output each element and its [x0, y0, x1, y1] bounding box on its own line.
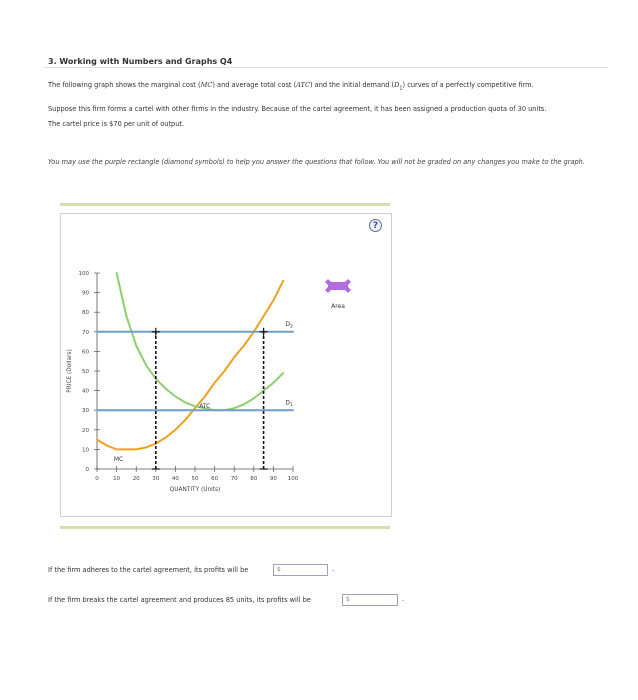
- area-tool-label: Area: [331, 303, 345, 310]
- intro-atc: ATC: [296, 81, 310, 89]
- y-tick-label: 40: [82, 388, 89, 395]
- question-title: 3. Working with Numbers and Graphs Q4: [48, 57, 233, 66]
- question-2-text: If the firm breaks the cartel agreement and produces 85 units, its profits will be: [48, 596, 311, 604]
- intro-text-1: The following graph shows the marginal cost (: [48, 81, 201, 89]
- curve-label-subscript: 2: [289, 324, 293, 330]
- intro-d1-sub: 1: [399, 85, 403, 92]
- graph-top-band: [60, 203, 390, 206]
- help-icon[interactable]: ?: [369, 219, 382, 232]
- x-tick-label: 90: [269, 476, 277, 482]
- intro-d1: D: [394, 81, 400, 89]
- setup-line-1: Suppose this firm forms a cartel with other firms in the industry. Because of the cartel agreement, it has been assigned a production quota of 30 units.: [48, 105, 547, 113]
- intro-mc: MC: [200, 81, 213, 89]
- y-tick-label: 100: [78, 271, 89, 277]
- x-tick-label: 10: [113, 476, 121, 482]
- graph-bottom-band: [60, 526, 390, 529]
- title-divider: [43, 67, 608, 68]
- intro-text-4: ) curves of a perfectly competitive firm.: [402, 81, 534, 89]
- q2-period: .: [402, 595, 405, 603]
- q1-period: .: [332, 565, 335, 573]
- curve-label-subscript: 1: [289, 402, 293, 408]
- intro-text-2: ) and average total cost (: [212, 81, 297, 89]
- y-tick-label: 10: [82, 447, 89, 454]
- curve-label: MC: [113, 456, 124, 464]
- y-tick-label: 90: [82, 290, 89, 297]
- x-axis-label: QUANTITY (Units): [169, 487, 221, 493]
- x-tick-label: 30: [152, 476, 160, 482]
- q2-profit-input[interactable]: $: [342, 594, 398, 606]
- q1-profit-input[interactable]: $: [273, 564, 328, 576]
- x-tick-label: 80: [250, 476, 258, 482]
- y-tick-label: 20: [82, 427, 89, 434]
- cost-curve-chart[interactable]: [61, 214, 391, 516]
- intro-paragraph: [48, 80, 608, 94]
- curve-label: $D_2$: [285, 320, 293, 330]
- x-tick-label: 100: [287, 476, 299, 482]
- y-tick-label: 60: [82, 349, 89, 356]
- graph-panel: [60, 213, 392, 517]
- instruction-note: You may use the purple rectangle (diamond symbols) to help you answer the questions that follow. You will not be graded on any changes you make to the graph.: [48, 158, 585, 166]
- y-axis-label: PRICE (Dollars): [67, 349, 73, 393]
- area-tool-rect: [328, 282, 348, 290]
- x-tick-label: 50: [191, 476, 199, 482]
- y-tick-label: 80: [82, 310, 89, 317]
- x-tick-label: 40: [171, 476, 179, 482]
- intro-text-3: ) and the initial demand (: [310, 81, 395, 89]
- x-tick-label: 70: [230, 476, 238, 482]
- area-tool-icon[interactable]: [325, 279, 351, 293]
- x-tick-label: 0: [95, 476, 99, 482]
- x-tick-label: 60: [211, 476, 219, 482]
- y-tick-label: 50: [82, 369, 89, 375]
- y-tick-label: 0: [85, 467, 89, 473]
- series-atc-curve[interactable]: [117, 273, 284, 410]
- question-1-text: If the firm adheres to the cartel agreement, its profits will be: [48, 566, 249, 574]
- curve-label: $D_1$: [285, 399, 293, 408]
- y-tick-label: 70: [82, 329, 89, 336]
- setup-line-2: The cartel price is $70 per unit of output.: [48, 120, 185, 128]
- curve-label: ATC: [199, 403, 211, 411]
- x-tick-label: 20: [132, 476, 140, 482]
- y-tick-label: 30: [82, 408, 89, 415]
